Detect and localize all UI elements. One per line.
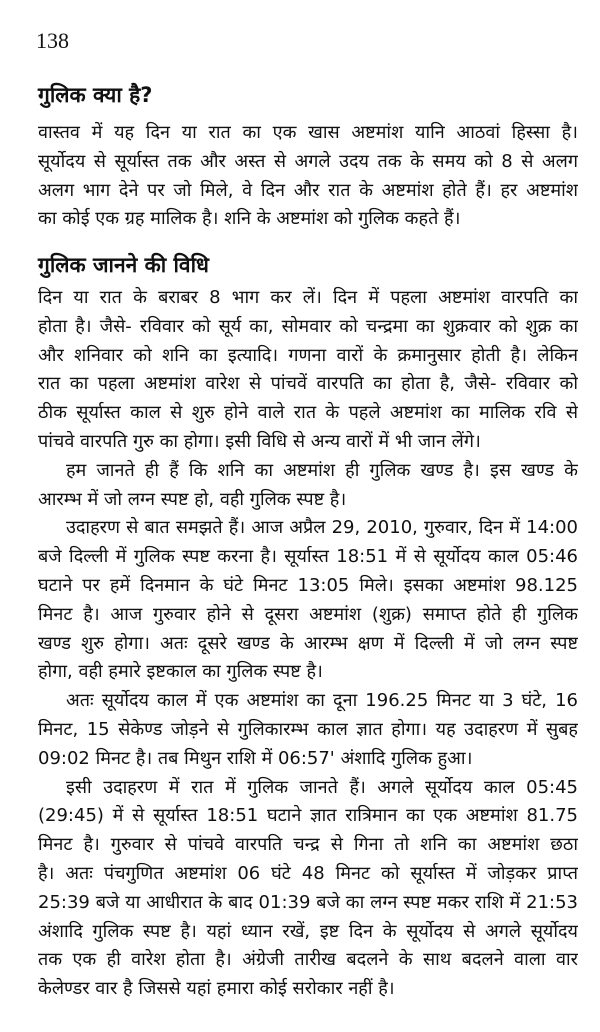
text-line: आरम्भ में जो लग्न स्पष्ट हो, वही गुलिक स्पष्ट है।: [38, 488, 347, 510]
text-line: बजे दिल्ली में गुलिक स्पष्ट करना है। सूर्यास्त 18:51 में से सूर्योदय काल 05:46: [38, 546, 578, 568]
text-line: दिन या रात के बराबर 8 भाग कर लें। दिन में पहला अष्टमांश वारपति का: [38, 287, 578, 308]
section-heading-method: गुलिक जानने की विधि: [38, 253, 209, 277]
text-line: पांचवे वारपति गुरु का होगा। इसी विधि से अन्य वारों में भी जान लेंगे।: [38, 430, 481, 452]
text-line: वास्तव में यह दिन या रात का एक खास अष्टमांश यानि आठवां हिस्सा है।: [38, 122, 578, 143]
text-line: होता है। जैसे- रविवार को सूर्य का, सोमवार को चन्द्रमा का शुक्रवार को शुक्र का: [38, 315, 578, 337]
text-line: अतः सूर्योदय काल में एक अष्टमांश का दूना 196.25 मिनट या 3 घंटे, 16: [66, 690, 578, 712]
text-line: खण्ड शुरु होगा। अतः दूसरे खण्ड के आरम्भ क्षण में दिल्ली में जो लग्न स्पष्ट: [38, 632, 578, 654]
text-line: और शनिवार को शनि का इत्यादि। गणना वारों के क्रमानुसार होती है। लेकिन: [38, 344, 578, 366]
text-line: का कोई एक ग्रह मालिक है। शनि के अष्टमांश को गुलिक कहते हैं।: [38, 208, 461, 230]
page-number: 138: [36, 28, 69, 53]
paragraph: [38, 457, 578, 515]
text-line: घटाने पर हमें दिनमान के घंटे मिनट 13:05 मिले। इसका अष्टमांश 98.125: [38, 574, 578, 596]
text-line: मिनट, 15 सेकेण्ड जोड़ने से गुलिकारम्भ काल ज्ञात होगा। यह उदाहरण में सुबह: [38, 718, 578, 740]
paragraph: [38, 687, 578, 773]
text-line: तक एक ही वारेश होता है। अंग्रेजी तारीख बदलने के साथ बदलने वाला वार: [38, 949, 578, 971]
section-heading-what-is-gulik: गुलिक क्या है?: [38, 83, 153, 107]
paragraph: [38, 514, 578, 687]
text-line: रात का पहला अष्टमांश वारेश से पांचवें वारपति का होता है, जैसे- रविवार को: [38, 373, 578, 395]
text-line: हम जानते ही हैं कि शनि का अष्टमांश ही गुलिक खण्ड है। इस खण्ड के: [66, 459, 578, 481]
text-line: सूर्योदय से सूर्यास्त तक और अस्त से अगले उदय तक के समय को 8 से अलग: [38, 150, 578, 172]
text-line: मिनट है। आज गुरुवार होने से दूसरा अष्टमांश (शुक्र) समाप्त होते ही गुलिक: [38, 603, 578, 625]
section1-body: [38, 119, 578, 234]
text-line: अंशादि गुलिक स्पष्ट है। यहां ध्यान रखें, इष्ट दिन के सूर्योदय से अगले सूर्योदय: [38, 920, 578, 942]
text-line: इसी उदाहरण में रात में गुलिक जानते हैं। अगले सूर्योदय काल 05:45: [66, 776, 578, 798]
paragraph: [38, 774, 578, 1004]
text-line: (29:45) में से सूर्यास्त 18:51 घटाने ज्ञात रात्रिमान का एक अष्टमांश 81.75: [38, 805, 578, 827]
text-line: अलग भाग देने पर जो मिले, वे दिन और रात के अष्टमांश होते हैं। हर अष्टमांश: [38, 179, 578, 201]
text-line: 25:39 बजे या आधीरात के बाद 01:39 बजे का लग्न स्पष्ट मकर राशि में 21:53: [38, 891, 578, 913]
paragraph: [38, 119, 578, 234]
text-line: है। अतः पंचगुणित अष्टमांश 06 घंटे 48 मिनट को सूर्यास्त में जोड़कर प्राप्त: [38, 862, 578, 884]
text-line: ठीक सूर्यास्त काल से शुरु होने वाले रात के पहले अष्टमांश का मालिक रवि से: [38, 402, 578, 424]
text-line: 09:02 मिनट है। तब मिथुन राशि में 06:57' अंशादि गुलिक हुआ।: [38, 747, 473, 769]
text-line: होगा, वही हमारे इष्टकाल का गुलिक स्पष्ट है।: [38, 661, 323, 683]
text-line: उदाहरण से बात समझते हैं। आज अप्रैल 29, 2010, गुरुवार, दिन में 14:00: [66, 517, 578, 539]
section2-body: [38, 284, 578, 1004]
text-line: केलेण्डर वार है जिससे यहां हमारा कोई सरोकार नहीं है।: [38, 978, 395, 1000]
paragraph: [38, 284, 578, 457]
text-line: मिनट है। गुरुवार से पांचवे वारपति चन्द्र से गिना तो शनि का अष्टमांश छठा: [38, 834, 578, 856]
